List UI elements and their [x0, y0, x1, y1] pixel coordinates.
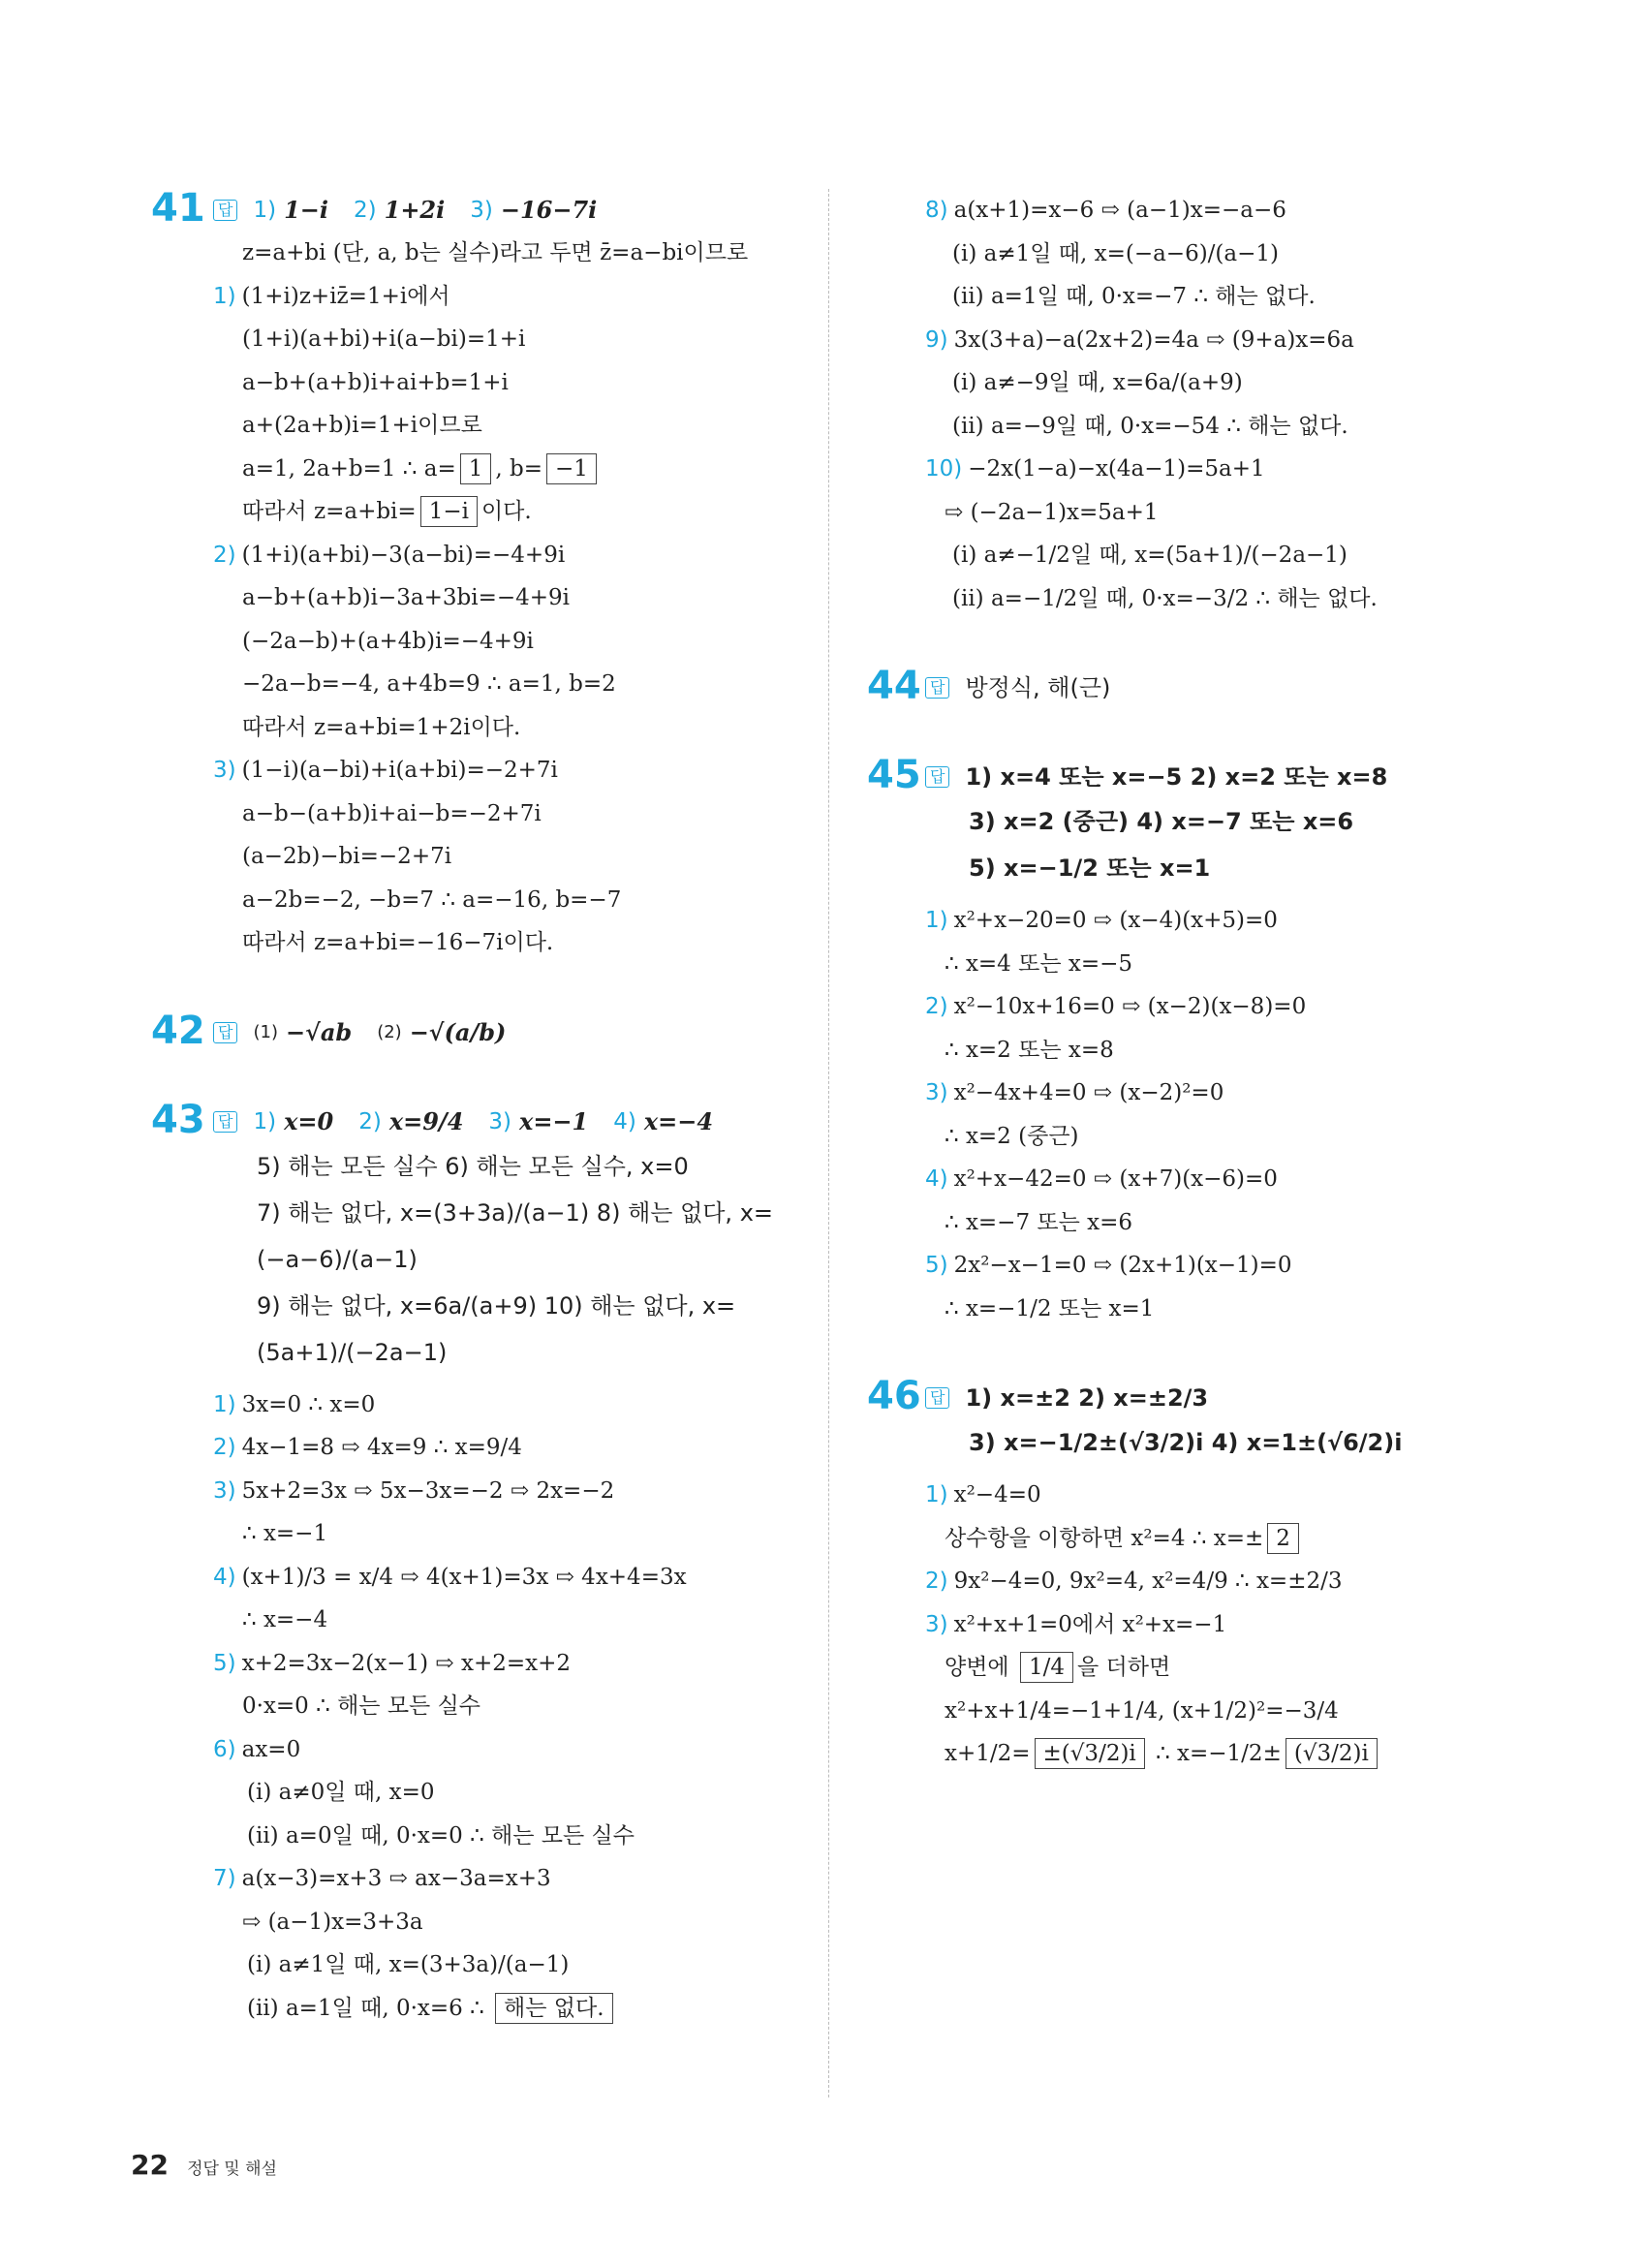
step-text: (ⅱ) a=1일 때, 0·x=6 ∴: [247, 1995, 492, 2021]
problem-number: 45: [867, 753, 921, 797]
solution-line: [242, 879, 804, 922]
step-number: 4): [213, 1564, 236, 1590]
solution-line: [247, 1943, 804, 1987]
step-number: 5): [925, 1253, 948, 1278]
answer-num: 3): [488, 1108, 512, 1134]
solution-line: [242, 921, 804, 965]
solution-line: [925, 1603, 1468, 1647]
solution-line: [247, 1771, 804, 1815]
step-text: 따라서 z=a+bi=: [242, 499, 417, 524]
solution-line: [242, 663, 804, 706]
answer-line: 7) 해는 없다, x=(3+3a)/(a−1) 8) 해는 없다, x=(−a−6)/(a−1): [257, 1198, 774, 1273]
solution-line: [213, 1642, 804, 1686]
step-text: x²−4x+4=0 ⇨ (x−2)²=0: [953, 1080, 1224, 1105]
solution-line: [952, 233, 1468, 276]
step-text: ∴ x=−1: [242, 1521, 328, 1546]
step-text: 3x=0 ∴ x=0: [241, 1391, 376, 1417]
step-number: 10): [925, 456, 963, 482]
solution-line: [242, 361, 804, 405]
step-number: 3): [925, 1080, 948, 1105]
solution-line: [242, 576, 804, 620]
answer-line: 5) 해는 모든 실수 6) 해는 모든 실수, x=0: [257, 1152, 689, 1180]
step-text: ∴ x=−4: [242, 1607, 328, 1632]
step-text: −2x(1−a)−x(4a−1)=5a+1: [968, 456, 1265, 482]
step-text: ∴ x=2 또는 x=8: [945, 1037, 1114, 1063]
step-text: 상수항을 이항하면 x²=4 ∴ x=±: [945, 1525, 1264, 1551]
answer-box: (√3/2)i: [1286, 1738, 1378, 1769]
step-text: a−b+(a+b)i−3a+3bi=−4+9i: [242, 585, 571, 610]
step-text: z=a+bi (단, a, b는 실수)라고 두면 z̄=a−bi이므로: [242, 240, 749, 265]
solution-lines: [925, 1474, 1468, 1776]
solution-line: [242, 448, 804, 491]
step-text: a+(2a+b)i=1+i이므로: [242, 413, 482, 438]
step-text: 9x²−4=0, 9x²=4, x²=4/9 ∴ x=±2/3: [953, 1569, 1343, 1594]
solution-line: [242, 1512, 804, 1556]
answer-badge: 답: [213, 200, 237, 221]
solution-line: [242, 1685, 804, 1728]
solution-line: [242, 792, 804, 836]
step-text: (1+i)z+iz̄=1+i에서: [241, 283, 450, 309]
step-text: , b=: [495, 455, 542, 482]
step-text: ⇨ (a−1)x=3+3a: [242, 1909, 423, 1935]
step-number: 3): [213, 1477, 236, 1504]
solution-line: [925, 319, 1468, 362]
step-number: 9): [925, 326, 948, 353]
solution-line: [945, 1690, 1468, 1733]
answer-value: x=0: [284, 1106, 334, 1135]
answer-value: 방정식, 해(근): [965, 674, 1111, 701]
answer-line: 9) 해는 없다, x=6a/(a+9) 10) 해는 없다, x=(5a+1)/(−2a−1): [257, 1291, 736, 1366]
answer-box: 1/4: [1020, 1652, 1073, 1683]
step-number: 7): [213, 1866, 236, 1891]
solution-lines-43-continued: [925, 189, 1468, 620]
solution-lines: [925, 899, 1468, 1330]
answer-box: 1: [460, 453, 492, 484]
answer-badge: 답: [925, 677, 949, 699]
solution-line: [213, 275, 804, 319]
solution-line: [945, 491, 1468, 535]
step-number: 2): [213, 542, 236, 568]
problem-number: 46: [867, 1374, 921, 1418]
answer-badge: 답: [213, 1022, 237, 1043]
solution-line: [952, 361, 1468, 405]
step-text: (ⅱ) a=−9일 때, 0·x=−54 ∴ 해는 없다.: [952, 413, 1348, 439]
solution-line: [945, 1029, 1468, 1072]
solution-line: [925, 1474, 1468, 1517]
answer-value: 1) x=±2 2) x=±2/3: [965, 1384, 1209, 1412]
solution-lines: [155, 232, 804, 965]
solution-line: [945, 943, 1468, 986]
answer-box: −1: [546, 453, 597, 484]
step-text: x²+x−20=0 ⇨ (x−4)(x+5)=0: [953, 908, 1278, 933]
step-text: a−b−(a+b)i+ai−b=−2+7i: [242, 800, 542, 826]
solution-line: [242, 404, 804, 448]
solution-line: [952, 275, 1468, 319]
step-text: a=1, 2a+b=1 ∴ a=: [242, 455, 456, 482]
answer-num: 2): [358, 1108, 382, 1134]
step-text: 0·x=0 ∴ 해는 모든 실수: [242, 1693, 481, 1719]
step-text: ∴ x=−7 또는 x=6: [945, 1209, 1133, 1235]
problem-number: 41: [151, 186, 205, 231]
answer-value: x=−1: [519, 1106, 589, 1135]
solution-line: [952, 405, 1468, 449]
problem-45: [867, 753, 1468, 1330]
step-number: 1): [213, 283, 236, 309]
solution-line: [242, 232, 804, 275]
solution-line: [242, 1901, 804, 1944]
solution-line: [213, 1470, 804, 1513]
step-text: (ⅰ) a≠0일 때, x=0: [247, 1780, 435, 1805]
step-text: (ⅰ) a≠−9일 때, x=6a/(a+9): [952, 370, 1243, 395]
step-text: x²+x+1/4=−1+1/4, (x+1/2)²=−3/4: [945, 1697, 1339, 1724]
solution-line: [213, 1383, 804, 1427]
solution-line: [242, 835, 804, 879]
step-text: x+2=3x−2(x−1) ⇨ x+2=x+2: [241, 1650, 572, 1676]
step-number: 8): [925, 198, 948, 223]
step-number: 6): [213, 1736, 236, 1762]
answer-num: (1): [253, 1021, 278, 1042]
solution-line: [213, 749, 804, 792]
step-text: (ⅱ) a=−1/2일 때, 0·x=−3/2 ∴ 해는 없다.: [952, 585, 1378, 611]
answer-value: 1+2i: [384, 196, 446, 224]
answer-num: 1): [253, 1108, 277, 1134]
problem-41: [151, 186, 804, 965]
solution-line: [242, 620, 804, 664]
step-number: 1): [213, 1391, 236, 1417]
answer-num: 2): [354, 198, 377, 223]
step-text: (1+i)(a+bi)+i(a−bi)=1+i: [242, 326, 526, 352]
step-text: (x+1)/3 = x/4 ⇨ 4(x+1)=3x ⇨ 4x+4=3x: [241, 1564, 687, 1590]
solution-line: [952, 534, 1468, 577]
answer-row: [213, 189, 804, 232]
problem-number: 44: [867, 664, 921, 708]
page-number: 22: [131, 2149, 169, 2181]
step-text: ⇨ (−2a−1)x=5a+1: [945, 499, 1159, 525]
answer-badge: 답: [925, 766, 949, 788]
page-footer: [131, 2149, 277, 2181]
step-text: 3x(3+a)−a(2x+2)=4a ⇨ (9+a)x=6a: [953, 326, 1354, 353]
step-number: 1): [925, 908, 948, 933]
step-text: (1−i)(a−bi)+i(a+bi)=−2+7i: [241, 758, 558, 783]
step-text: 따라서 z=a+bi=−16−7i이다.: [242, 930, 554, 955]
step-text: (ⅱ) a=1일 때, 0·x=−7 ∴ 해는 없다.: [952, 284, 1316, 309]
step-text: 따라서 z=a+bi=1+2i이다.: [242, 714, 521, 740]
answer-row: [925, 667, 1468, 709]
step-text: ax=0: [241, 1736, 301, 1762]
problem-42: [151, 1008, 804, 1054]
step-text: 4x−1=8 ⇨ 4x=9 ∴ x=9/4: [241, 1435, 522, 1460]
solution-line: [945, 1732, 1468, 1776]
answer-line: 5) x=−1/2 또는 x=1: [969, 854, 1211, 882]
step-text: 양변에: [945, 1655, 1016, 1680]
step-number: 4): [925, 1166, 948, 1192]
step-text: x²−4=0: [953, 1482, 1041, 1507]
step-text: −2a−b=−4, a+4b=9 ∴ a=1, b=2: [242, 671, 616, 697]
answer-value: −√(a/b): [409, 1017, 507, 1046]
solution-line: [945, 1288, 1468, 1331]
answer-line: 3) x=−1/2±(√3/2)i 4) x=1±(√6/2)i: [969, 1429, 1403, 1456]
step-number: 5): [213, 1650, 236, 1676]
step-number: 2): [925, 994, 948, 1019]
solution-line: [213, 534, 804, 577]
solution-line: [925, 1158, 1468, 1201]
answer-row: [213, 1011, 804, 1054]
solution-line: [925, 1244, 1468, 1288]
solution-line: [925, 985, 1468, 1029]
answer-value: −√ab: [285, 1017, 353, 1046]
step-text: x²+x−42=0 ⇨ (x+7)(x−6)=0: [953, 1166, 1278, 1192]
solution-line: [925, 1072, 1468, 1115]
answer-badge: 답: [213, 1111, 237, 1133]
solution-line: [925, 189, 1468, 233]
solution-lines: [155, 1383, 804, 2031]
step-text: ∴ x=4 또는 x=−5: [945, 950, 1133, 977]
solution-line: [925, 899, 1468, 943]
left-column: [151, 186, 804, 2030]
step-text: 을 더하면: [1076, 1655, 1171, 1680]
solution-line: [213, 1556, 804, 1600]
step-text: (ⅰ) a≠1일 때, x=(3+3a)/(a−1): [247, 1952, 570, 1977]
step-text: (ⅰ) a≠1일 때, x=(−a−6)/(a−1): [952, 240, 1279, 266]
problem-number: 42: [151, 1008, 205, 1053]
step-number: 2): [925, 1569, 948, 1594]
footer-title: 정답 및 해설: [187, 2159, 277, 2179]
step-text: ∴ x=−1/2±: [1148, 1741, 1282, 1766]
step-text: x+1/2=: [945, 1741, 1031, 1766]
solution-line: [925, 448, 1468, 491]
step-text: x²−10x+16=0 ⇨ (x−2)(x−8)=0: [953, 994, 1307, 1019]
answer-num: (2): [377, 1021, 402, 1042]
step-text: (1+i)(a+bi)−3(a−bi)=−4+9i: [241, 542, 566, 568]
right-column: [867, 189, 1468, 1776]
answer-value: 1) x=4 또는 x=−5 2) x=2 또는 x=8: [965, 763, 1388, 791]
step-text: (a−2b)−bi=−2+7i: [242, 844, 452, 869]
answer-num: 3): [470, 198, 493, 223]
step-text: x²+x+1=0에서 x²+x=−1: [953, 1611, 1227, 1637]
step-text: (ⅱ) a=0일 때, 0·x=0 ∴ 해는 모든 실수: [247, 1822, 635, 1849]
column-divider: [828, 189, 829, 2097]
solution-line: [945, 1517, 1468, 1561]
step-text: a(x+1)=x−6 ⇨ (a−1)x=−a−6: [953, 198, 1286, 223]
answer-value: 1−i: [284, 196, 329, 224]
solution-line: [242, 490, 804, 534]
step-number: 3): [925, 1611, 948, 1637]
step-number: 1): [925, 1482, 948, 1507]
solution-line: [945, 1115, 1468, 1159]
solution-line: [213, 1728, 804, 1772]
step-text: a−2b=−2, −b=7 ∴ a=−16, b=−7: [242, 886, 622, 913]
step-text: 2x²−x−1=0 ⇨ (2x+1)(x−1)=0: [953, 1253, 1292, 1278]
answer-num: 1): [253, 198, 277, 223]
solution-line: [242, 318, 804, 361]
answer-value: x=−4: [643, 1106, 714, 1135]
step-text: ∴ x=−1/2 또는 x=1: [945, 1295, 1155, 1321]
problem-46: [867, 1374, 1468, 1776]
answer-box: 해는 없다.: [495, 1993, 613, 2024]
step-number: 3): [213, 758, 236, 783]
solution-line: [952, 577, 1468, 621]
answer-num: 4): [613, 1108, 636, 1134]
step-text: 이다.: [480, 499, 532, 524]
answer-row: [925, 756, 1468, 798]
answer-value: x=9/4: [388, 1106, 464, 1135]
step-text: 5x+2=3x ⇨ 5x−3x=−2 ⇨ 2x=−2: [241, 1477, 615, 1504]
step-number: 2): [213, 1435, 236, 1460]
problem-43: [151, 1097, 804, 2031]
answer-box: 1−i: [420, 496, 478, 527]
step-text: ∴ x=2 (중근): [945, 1123, 1079, 1149]
solution-line: [247, 1815, 804, 1858]
step-text: (ⅰ) a≠−1/2일 때, x=(5a+1)/(−2a−1): [952, 543, 1348, 568]
solution-line: [213, 1857, 804, 1901]
problem-number: 43: [151, 1097, 205, 1142]
answer-badge: 답: [925, 1387, 949, 1409]
solution-line: [925, 1560, 1468, 1603]
solution-line: [213, 1426, 804, 1470]
answer-value: −16−7i: [500, 196, 598, 224]
step-text: a(x−3)=x+3 ⇨ ax−3a=x+3: [241, 1866, 551, 1891]
solution-line: [247, 1987, 804, 2031]
problem-44: [867, 664, 1468, 709]
answer-row: [925, 1377, 1468, 1419]
answer-box: 2: [1267, 1523, 1299, 1554]
answer-box: ±(√3/2)i: [1035, 1738, 1145, 1769]
answer-row: [213, 1101, 804, 1143]
solution-line: [945, 1201, 1468, 1245]
step-text: (−2a−b)+(a+4b)i=−4+9i: [242, 628, 534, 654]
answer-line: 3) x=2 (중근) 4) x=−7 또는 x=6: [969, 808, 1354, 835]
solution-line: [242, 706, 804, 750]
step-text: a−b+(a+b)i+ai+b=1+i: [242, 369, 509, 395]
solution-line: [242, 1599, 804, 1642]
solution-line: [945, 1646, 1468, 1690]
